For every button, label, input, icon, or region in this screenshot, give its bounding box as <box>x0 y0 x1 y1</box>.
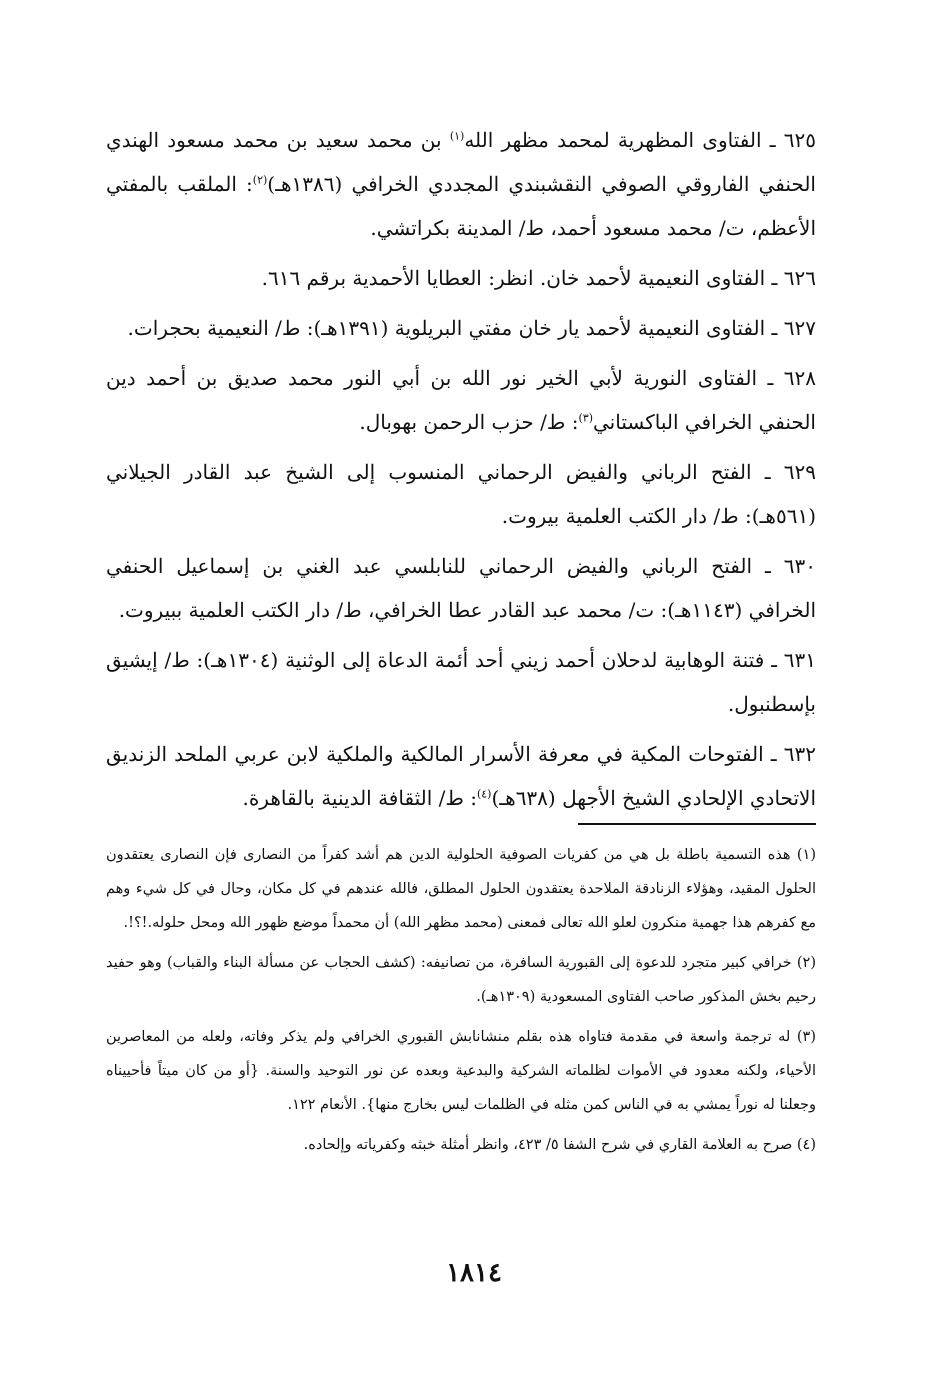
footnote-ref: (١) <box>449 129 465 143</box>
entry-625 <box>106 118 816 250</box>
entry-text: ٦٣٠ ـ الفتح الرباني والفيض الرحماني للنابلسي عبد الغني بن إسماعيل الحنفي الخرافي (١١٤٣هـ): ت/ محمد عبد القادر عطا الخرافي، ط/ دار الكتب العلمية ببيروت. <box>106 554 816 622</box>
entry-text: : ط/ حزب الرحمن بهوبال. <box>359 410 579 434</box>
entry-630 <box>106 544 816 632</box>
footnote-2: (٢) خرافي كبير متجرد للدعوة إلى القبورية السافرة، من تصانيفه: (كشف الحجاب عن مسألة البناء والقباب) وهو حفيد رحيم بخش المذكور صاحب الفتاوى المسعودية (١٣٠٩هـ). <box>106 955 816 1005</box>
entry-text: ٦٢٥ ـ الفتاوى المظهرية لمحمد مظهر الله <box>464 128 817 152</box>
entry-text: ٦٢٨ ـ الفتاوى النورية لأبي الخير نور الله بن أبي النور محمد صديق بن أحمد دين الحنفي الخرافي الباكستاني <box>106 366 816 434</box>
entry-text: : الملقب بالمفتي الأعظم، ت/ محمد مسعود أحمد، ط/ المدينة بكراتشي. <box>106 172 816 240</box>
entry-626 <box>106 256 816 300</box>
entry-text: ٦٣٢ ـ الفتوحات المكية في معرفة الأسرار المالكية والملكية لابن عربي الملحد الزنديق الاتحادي الإلحادي الشيخ الأجهل (٦٣٨هـ) <box>106 742 816 810</box>
entry-text: ٦٢٦ ـ الفتاوى النعيمية لأحمد خان. انظر: العطايا الأحمدية برقم ٦١٦. <box>261 266 816 290</box>
entry-text: : ط/ الثقافة الدينية بالقاهرة. <box>242 786 477 810</box>
main-text <box>106 118 816 826</box>
entry-632 <box>106 732 816 820</box>
entry-text: ٦٢٩ ـ الفتح الرباني والفيض الرحماني المنسوب إلى الشيخ عبد القادر الجيلاني (٥٦١هـ): ط/ دار الكتب العلمية بيروت. <box>106 460 816 528</box>
entry-627 <box>106 306 816 350</box>
footnote-ref: (٢) <box>252 173 268 187</box>
footnote-4: (٤) صرح به العلامة القاري في شرح الشفا ٥/ ٤٢٣، وانظر أمثلة خبثه وكفرياته وإلحاده. <box>303 1137 816 1153</box>
footnote-1: (١) هذه التسمية باطلة بل هي من كفريات الصوفية الحلولية الدين هم أشد كفراً من النصارى فإن النصارى يعتقدون الحلول المقيد، وهؤلاء الزنادقة الملاحدة يعتقدون الحلول المطلق، فالله عندهم في كل مكان، وحال في كل شيء وهم مع كفرهم هذا جهمية منكرون لعلو الله تعالى فمعنى (محمد مظهر الله) أن محمداً موضع ظهور الله ومحل حلوله.!؟!. <box>106 847 816 931</box>
footnote-ref: (٣) <box>578 411 593 425</box>
entry-631 <box>106 638 816 726</box>
footnotes <box>106 838 816 1168</box>
entry-text: بن محمد سعيد بن محمد مسعود الهندي الحنفي الفاروقي الصوفي النقشبندي المجددي الخرافي (١٣٨٦هـ) <box>106 128 816 196</box>
page-number: ١٨١٤ <box>446 1258 502 1288</box>
entry-628 <box>106 356 816 444</box>
footnote-ref: (٤) <box>476 787 492 801</box>
entry-text: ٦٣١ ـ فتنة الوهابية لدحلان أحمد زيني أحد أئمة الدعاة إلى الوثنية (١٣٠٤هـ): ط/ إيشيق بإسطنبول. <box>106 648 816 716</box>
entry-629 <box>106 450 816 538</box>
entry-text: ٦٢٧ ـ الفتاوى النعيمية لأحمد يار خان مفتي البريلوية (١٣٩١هـ): ط/ النعيمية بحجرات. <box>127 316 816 340</box>
footnote-separator <box>578 823 816 825</box>
footnote-3: (٣) له ترجمة واسعة في مقدمة فتاواه هذه بقلم منشانابش القبوري الخرافي ولم يذكر وفاته، ولعله من المعاصرين الأحياء، ولكنه معدود في الأموات لظلماته الشركية والبدعية وبعده عن نور التوحيد والسنة. {أو من كان ميتاً فأحييناه وجعلنا له نوراً يمشي به في الناس كمن مثله في الظلمات ليس بخارج منها}. الأنعام ١٢٢. <box>106 1029 816 1113</box>
